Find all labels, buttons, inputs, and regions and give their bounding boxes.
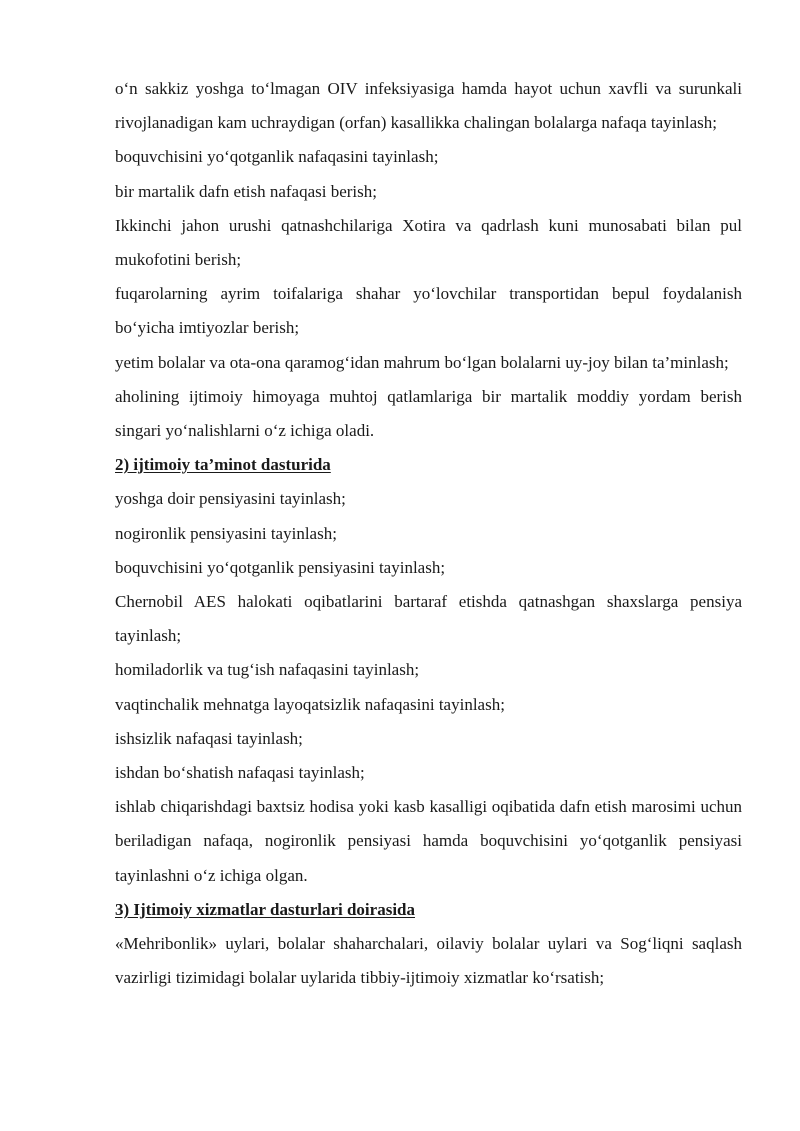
paragraph-orphan-housing: yetim bolalar va ota-ona qaramog‘idan mahrum bo‘lgan bolalarni uy-joy bilan ta’minlash; (115, 352, 729, 372)
paragraph-ww2-reward: Ikkinchi jahon urushi qatnashchilariga Xotira va qadrlash kuni munosabati bilan pul mukofotini berish; (115, 215, 742, 270)
paragraph-survivor-pension: boquvchisini yo‘qotganlik pensiyasini tayinlash; (115, 557, 446, 577)
paragraph-dismissal-allowance: ishdan bo‘shatish nafaqasi tayinlash; (115, 763, 365, 783)
paragraph-material-aid: aholining ijtimoiy himoyaga muhtoj qatlamlariga bir martalik moddiy yordam berish singari yo‘nalishlarni o‘z ichiga oladi. (115, 386, 742, 441)
paragraph-maternity-allowance: homiladorlik va tug‘ish nafaqasini tayinlash; (115, 660, 420, 680)
paragraph-transport-privileges: fuqarolarning ayrim toifalariga shahar yo‘lovchilar transportidan bepul foydalanish bo‘yicha imtiyozlar berish; (115, 284, 742, 338)
section-heading-social-security: 2) ijtimoiy ta’minot dasturida (115, 455, 331, 475)
section-heading-social-services: 3) Ijtimoiy xizmatlar dasturlari doirasida (115, 899, 415, 919)
document-page (115, 72, 742, 995)
paragraph-funeral-allowance: bir martalik dafn etish nafaqasi berish; (115, 181, 377, 201)
paragraph-orphan-disease-allowance: o‘n sakkiz yoshga to‘lmagan OIV infeksiyasiga hamda hayot uchun xavfli va surunkali rivojlanadigan kam uchraydigan (orfan) kasallikka chalingan bolalarga nafaqa tayinlash; (115, 79, 742, 133)
paragraph-disability-pension: nogironlik pensiyasini tayinlash; (115, 523, 337, 543)
paragraph-sick-leave-allowance: vaqtinchalik mehnatga layoqatsizlik nafaqasini tayinlash; (115, 694, 505, 714)
paragraph-age-pension: yoshga doir pensiyasini tayinlash; (115, 489, 346, 509)
paragraph-orphanage-services: «Mehribonlik» uylari, bolalar shaharchalari, oilaviy bolalar uylari va Sog‘liqni saqlash vazirligi tizimidagi bolalar uylarida tibbiy-ijtimoiy xizmatlar ko‘rsatish; (115, 934, 742, 988)
paragraph-chernobyl-pension: Chernobil AES halokati oqibatlarini bartaraf etishda qatnashgan shaxslarga pensiya tayinlash; (115, 592, 742, 646)
paragraph-survivor-allowance: boquvchisini yo‘qotganlik nafaqasini tayinlash; (115, 147, 439, 167)
paragraph-work-accident-benefits: ishlab chiqarishdagi baxtsiz hodisa yoki kasb kasalligi oqibatida dafn etish marosimi uchun beriladigan nafaqa, nogironlik pensiyasi hamda boquvchisini yo‘qotganlik pensiyasi tayinlashni o‘z ichiga olgan. (115, 797, 742, 885)
paragraph-unemployment-allowance: ishsizlik nafaqasi tayinlash; (115, 728, 303, 748)
